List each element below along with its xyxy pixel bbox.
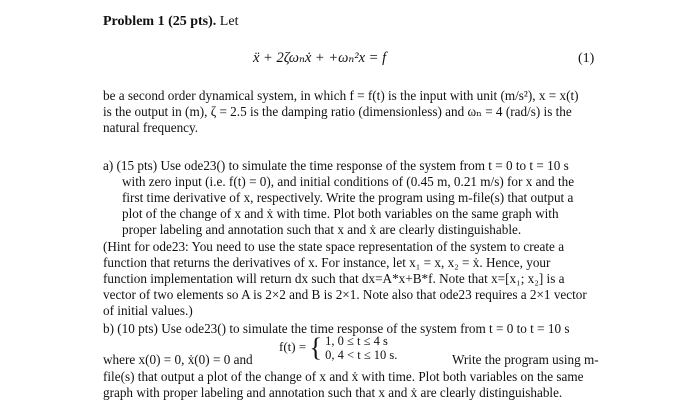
part-b-line: graph with proper labeling and annotation such that x and ẋ are clearly distinguishable.: [103, 385, 563, 400]
intro-line: is the output in (m), ζ = 2.5 is the damping ratio (dimensionless) and ωₙ = 4 (rad/s) is the: [103, 104, 572, 119]
piecewise-lhs: f(t) =: [279, 338, 307, 354]
brace-glyph: {: [309, 333, 322, 362]
hint-line: (Hint for ode23: You need to use the state space representation of the system to create a: [103, 239, 565, 254]
part-a-line: proper labeling and annotation such that x and ẋ are clearly distinguishable.: [122, 222, 522, 237]
hint-line: function that returns the derivatives of x. For instance, let x₁ = x, x₂ = ẋ. Hence, your: [103, 255, 551, 270]
hint-line: function implementation will return dx such that dx=A*x+B*f. Note that x=[x₁; x₂] is a: [103, 271, 565, 286]
piecewise-function: [279, 334, 397, 362]
hint-line: vector of two elements so A is 2×2 and B is 2×1. Note also that ode23 requires a 2×1 vector: [103, 287, 587, 302]
case-2: 0, 4 < t ≤ 10 s.: [325, 348, 398, 362]
intro-line: be a second order dynamical system, in which f = f(t) is the input with unit (m/s²), x = x(t): [103, 88, 579, 103]
part-a-line: first time derivative of x, respectively. Write the program using m-file(s) that output a: [122, 190, 574, 205]
part-b-line: file(s) that output a plot of the change of x and ẋ with time. Plot both variables on the same: [103, 369, 584, 384]
problem-title: Problem 1 (25 pts).: [103, 14, 217, 29]
problem-let: Let: [219, 14, 239, 29]
part-a-line: with zero input (i.e. f(t) = 0), and initial conditions of (0.45 m, 0.21 m/s) for x and the: [122, 174, 575, 189]
part-a-line: a) (15 pts) Use ode23() to simulate the time response of the system from t = 0 to t = 10 s: [103, 158, 569, 173]
hint-line: of initial values.): [103, 303, 193, 318]
piecewise-cases: [325, 334, 397, 362]
intro-line: natural frequency.: [103, 120, 199, 135]
equation: ẍ + 2ζωₙẋ + +ωₙ²x = f: [253, 50, 387, 66]
equation-number: (1): [578, 51, 595, 66]
part-b-line: b) (10 pts) Use ode23() to simulate the time response of the system from t = 0 to t = 10 s: [103, 321, 570, 336]
part-b-where: where x(0) = 0, ẋ(0) = 0 and: [103, 352, 253, 367]
case-1: 1, 0 ≤ t ≤ 4 s: [325, 334, 388, 348]
part-a-line: plot of the change of x and ẋ with time. Plot both variables on the same graph with: [122, 206, 559, 221]
part-b-after: Write the program using m-: [452, 352, 599, 367]
problem-heading: [103, 14, 238, 30]
